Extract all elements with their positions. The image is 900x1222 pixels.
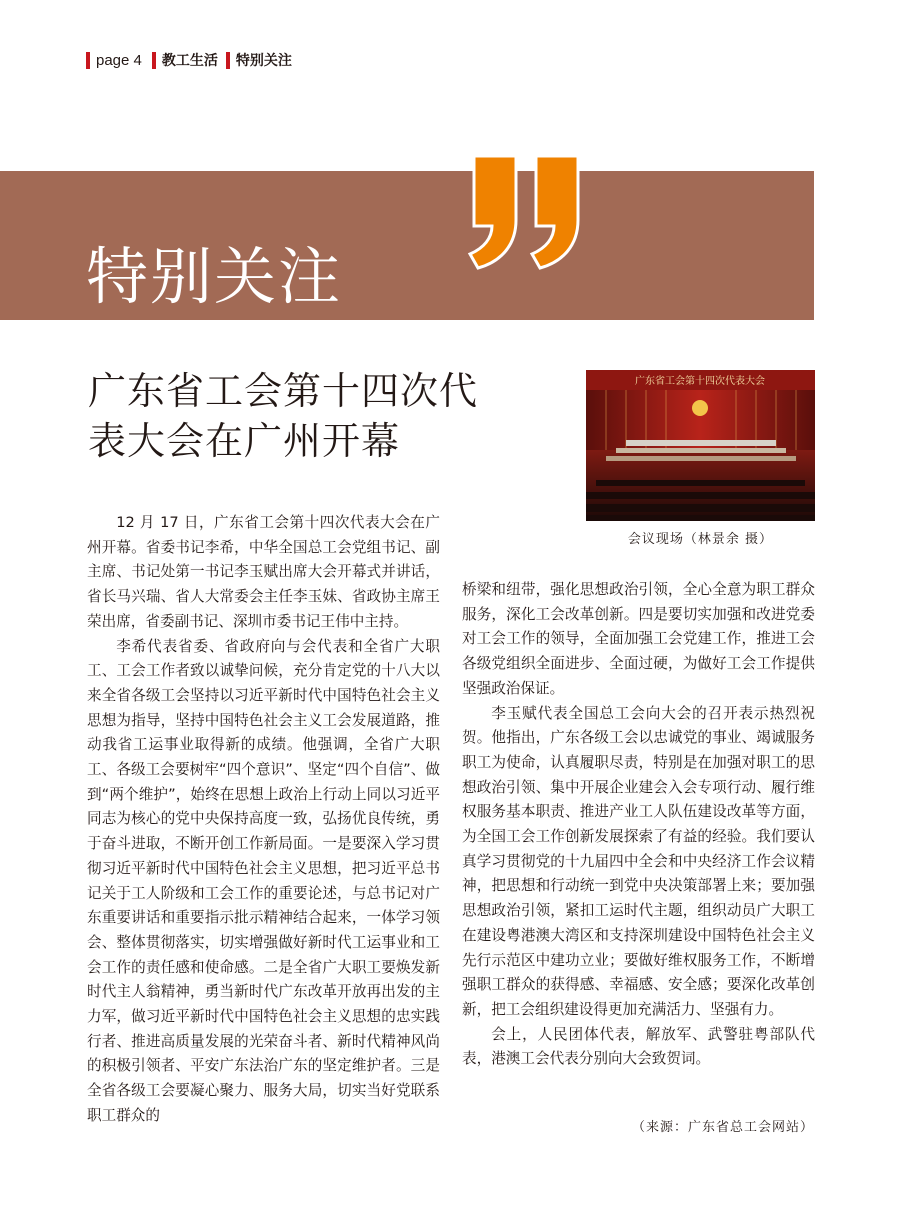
article-column-right	[462, 578, 815, 1072]
article-paragraph: 李玉赋代表全国总工会向大会的召开表示热烈祝贺。他指出，广东各级工会以忠诚党的事业、竭诚服务职工为使命，认真履职尽责，特别是在加强对职工的思想政治引领、集中开展企业建会入会专项行动、履行维权服务基本职责、推进产业工人队伍建设改革等方面，为全国工会工作创新发展探索了有益的经验。我们要认真学习贯彻党的十九届四中全会和中央经济工作会议精神，把思想和行动统一到党中央决策部署上来；要加强思想政治引领，紧扣工运时代主题，组织动员广大职工在建设粤港澳大湾区和支持深圳建设中国特色社会主义先行示范区中建功立业；要做好维权服务工作，不断增强职工群众的获得感、幸福感、安全感；要深化改革创新，把工会组织建设得更加充满活力、坚强有力。	[462, 704, 815, 1018]
conference-photo	[586, 370, 815, 521]
header-accent-bar	[152, 52, 156, 69]
article-source: （来源：广东省总工会网站）	[631, 1120, 814, 1135]
header-accent-bar	[86, 52, 90, 69]
article-column-left	[87, 511, 440, 1129]
running-header	[86, 50, 292, 70]
article-headline	[88, 366, 558, 466]
closing-quote-icon	[460, 150, 590, 272]
banner-title: 特别关注	[86, 240, 343, 313]
article-paragraph: 李希代表省委、省政府向与会代表和全省广大职工、工会工作者致以诚挚问候，充分肯定党的十八大以来全省各级工会坚持以习近平新时代中国特色社会主义思想为指导，坚持中国特色社会主义工会发展道路，推动我省工运事业取得新的成绩。他强调，全省广大职工、各级工会要树牢“四个意识”、坚定“四个自信”、做到“两个维护”，始终在思想上政治上行动上同以习近平同志为核心的党中央保持高度一致，弘扬优良传统，勇于奋斗进取，不断开创工作新局面。一是要深入学习贯彻习近平新时代中国特色社会主义思想，把习近平总书记关于工人阶级和工会工作的重要论述，与总书记对广东重要讲话和重要指示批示精神结合起来，一体学习领会、整体贯彻落实，切实增强做好新时代工运事业和工会工作的责任感和使命感。二是全省广大职工要焕发新时代主人翁精神，勇当新时代广东改革开放再出发的主力军，做习近平新时代中国特色社会主义思想的忠实践行者、推进高质量发展的光荣奋斗者、新时代精神风尚的积极引领者、平安广东法治广东的坚定维护者。三是全省各级工会要凝心聚力、服务大局，切实当好党联系职工群众的	[87, 637, 440, 1124]
conference-hall-image	[586, 370, 815, 521]
page-number: page 4	[96, 51, 142, 69]
section-name: 教工生活	[161, 53, 218, 69]
header-accent-bar	[226, 52, 230, 69]
headline-line: 广东省工会第十四次代	[88, 369, 479, 413]
article-paragraph: 会上，人民团体代表，解放军、武警驻粤部队代表，港澳工会代表分别向大会致贺词。	[462, 1025, 815, 1068]
hall-screen-text: 广东省工会第十四次代表大会	[635, 376, 765, 387]
subsection-name: 特别关注	[235, 53, 292, 69]
article-paragraph: 桥梁和纽带，强化思想政治引领，全心全意为职工群众服务，深化工会改革创新。四是要切实加强和改进党委对工会工作的领导，全面加强工会党建工作，推进工会各级党组织全面进步、全面过硬，为做好工会工作提供坚强政治保证。	[462, 581, 815, 697]
headline-line: 表大会在广州开幕	[88, 419, 401, 463]
article-paragraph: 12 月 17 日，广东省工会第十四次代表大会在广州开幕。省委书记李希，中华全国总工会党组书记、副主席、书记处第一书记李玉赋出席大会开幕式并讲话，省长马兴瑞、省人大常委会主任李玉妹、省政协主席王荣出席，省委副书记、深圳市委书记王伟中主持。	[87, 514, 440, 630]
photo-caption: 会议现场（林景余 摄）	[627, 532, 774, 547]
